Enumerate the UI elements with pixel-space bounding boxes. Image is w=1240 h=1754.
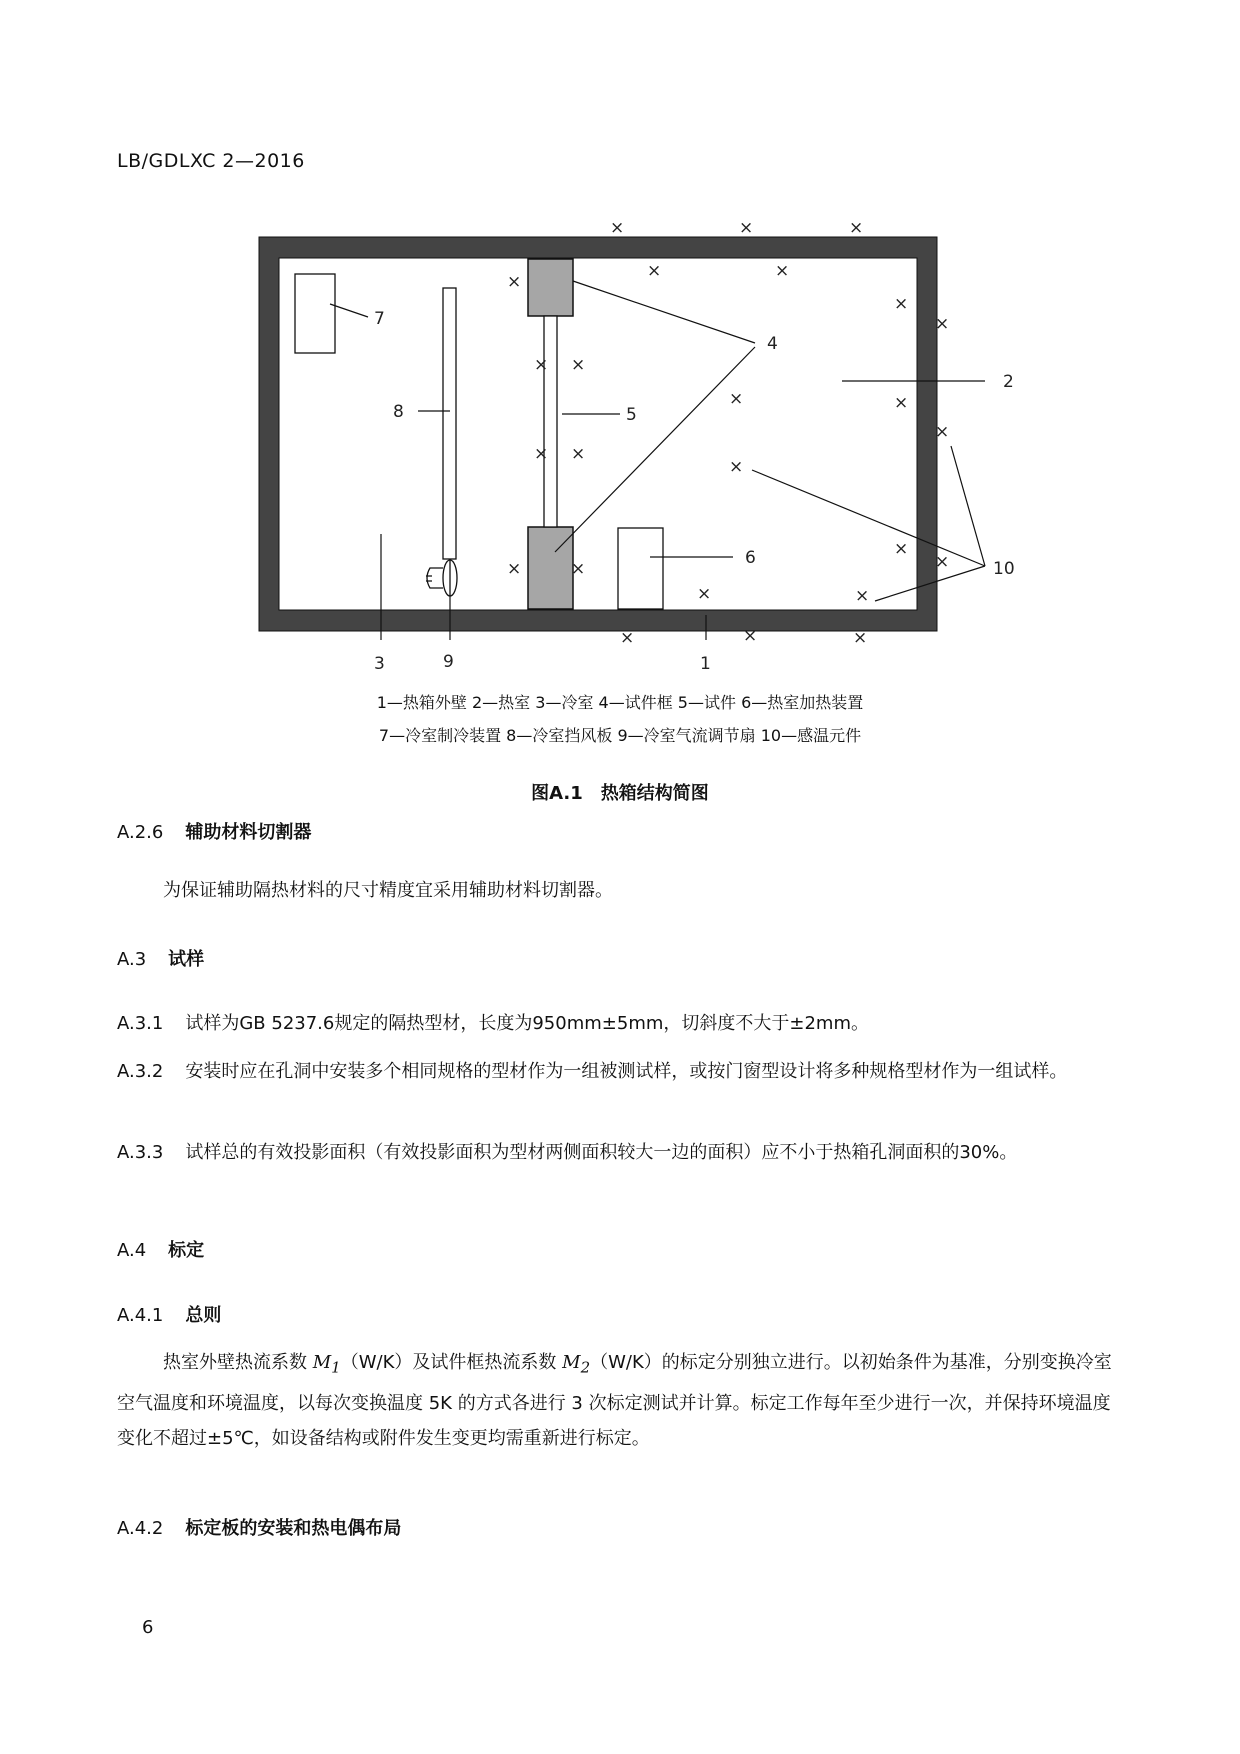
clause-text: 安装时应在孔洞中安装多个相同规格的型材作为一组被测试样，或按门窗型设计将多种规格型材作为一组试样。 (185, 1061, 1068, 1082)
section-title: 总则 (185, 1305, 222, 1326)
label-10: 10 (993, 559, 1015, 579)
sensor-mark: × (610, 218, 625, 238)
sensor-mark: × (729, 457, 744, 477)
clause-number: A.3.3 (117, 1142, 164, 1163)
sensor-mark: × (935, 552, 950, 572)
clause-text: 试样为GB 5237.6规定的隔热型材，长度为950mm±5mm，切斜度不大于±2mm。 (185, 1013, 869, 1034)
specimen-frame-top (528, 259, 573, 316)
clause-number: A.3.1 (117, 1013, 164, 1034)
sensor-mark: × (571, 559, 586, 579)
symbol-subscript: 1 (331, 1358, 341, 1377)
label-6: 6 (745, 548, 756, 568)
sensor-mark: × (739, 218, 754, 238)
sensor-mark: × (775, 261, 790, 281)
label-7: 7 (374, 309, 385, 329)
label-8: 8 (393, 402, 404, 422)
sensor-mark: × (894, 393, 909, 413)
cooling-device (295, 274, 335, 353)
section-heading-a42 (117, 1514, 401, 1540)
fan-icon (426, 560, 457, 596)
section-number: A.4.1 (117, 1305, 164, 1326)
sensor-mark: × (507, 272, 522, 292)
text-run: （W/K）及试件框热流系数 (340, 1352, 557, 1373)
paragraph-a26: 为保证辅助隔热材料的尺寸精度宜采用辅助材料切割器。 (163, 880, 613, 901)
label-1: 1 (700, 654, 711, 674)
sensor-mark: × (534, 355, 549, 375)
hot-box-diagram (0, 0, 1240, 700)
sensor-mark: × (849, 218, 864, 238)
sensor-mark: × (853, 628, 868, 648)
page-number: 6 (142, 1617, 154, 1638)
section-title: 标定板的安装和热电偶布局 (185, 1518, 402, 1539)
section-title: 试样 (168, 949, 205, 970)
specimen (544, 316, 557, 527)
figure-legend-line-1: 1—热箱外壁 2—热室 3—冷室 4—试件框 5—试件 6—热室加热装置 (376, 693, 864, 712)
clause-number: A.3.2 (117, 1061, 164, 1082)
hot-box-outer-wall (259, 237, 937, 631)
paragraph-a41 (117, 1345, 1117, 1456)
symbol-m2 (562, 1352, 591, 1377)
sensor-mark: × (935, 314, 950, 334)
section-heading-a41 (117, 1301, 221, 1327)
sensor-mark: × (507, 559, 522, 579)
section-number: A.2.6 (117, 822, 164, 843)
label-5: 5 (626, 405, 637, 425)
sensor-mark: × (894, 294, 909, 314)
section-title: 辅助材料切割器 (185, 822, 312, 843)
section-heading-a26 (117, 818, 311, 844)
figure-legend-line-2: 7—冷室制冷装置 8—冷室挡风板 9—冷室气流调节扇 10—感温元件 (378, 726, 862, 745)
label-3: 3 (374, 654, 385, 674)
sensor-mark: × (743, 626, 758, 646)
label-9: 9 (443, 652, 454, 672)
section-number: A.4 (117, 1240, 147, 1261)
text-run: （W/K）的标定分别独立进行。以初始条件为基准，分别变换冷室空气温度和环境温度，以每次变换温度 5K 的方式各进行 3 次标定测试并计算。标定工作每年至少进行一次，并保持环境温度变化不超过±5℃，如设备结构或附件发生变更均需重新进行标定。 (117, 1352, 1112, 1449)
section-heading-a3 (117, 945, 204, 971)
baffle-plate (443, 288, 456, 559)
section-number: A.4.2 (117, 1518, 164, 1539)
sensor-mark: × (935, 422, 950, 442)
heating-device (618, 528, 663, 609)
symbol-subscript: 2 (580, 1358, 591, 1377)
sensor-mark: × (571, 444, 586, 464)
specimen-frame-bottom (528, 527, 573, 609)
paragraph-a33 (117, 1135, 1117, 1170)
symbol-m1 (312, 1352, 341, 1377)
label-4: 4 (767, 334, 778, 354)
sensor-mark: × (855, 586, 870, 606)
figure-caption: 图A.1 热箱结构简图 (531, 783, 709, 804)
sensor-mark: × (534, 444, 549, 464)
symbol-letter: M (312, 1352, 332, 1373)
sensor-mark: × (697, 584, 712, 604)
paragraph-a32 (117, 1054, 1117, 1089)
symbol-letter: M (562, 1352, 581, 1373)
document-code: LB/GDLXC 2—2016 (117, 150, 305, 172)
section-title: 标定 (168, 1240, 205, 1261)
clause-text: 试样总的有效投影面积（有效投影面积为型材两侧面积较大一边的面积）应不小于热箱孔洞面积的30%。 (185, 1142, 1018, 1163)
sensor-mark: × (571, 355, 586, 375)
label-2: 2 (1003, 372, 1014, 392)
text-run: 热室外壁热流系数 (163, 1352, 307, 1373)
sensor-mark: × (729, 389, 744, 409)
section-heading-a4 (117, 1236, 204, 1262)
section-number: A.3 (117, 949, 147, 970)
sensor-mark: × (647, 261, 662, 281)
paragraph-a31 (117, 1006, 1117, 1041)
sensor-mark: × (620, 628, 635, 648)
sensor-mark: × (894, 539, 909, 559)
